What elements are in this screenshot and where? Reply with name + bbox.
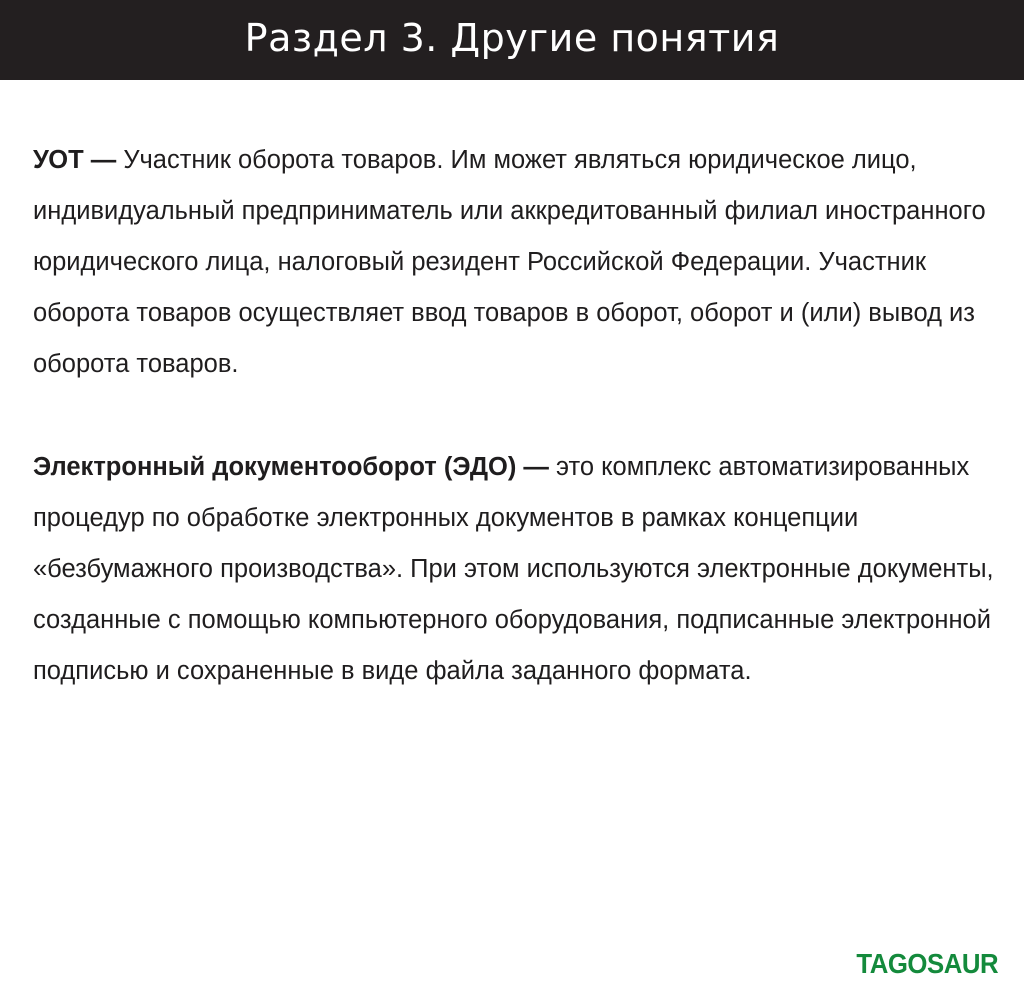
definition-text: Участник оборота товаров. Им может являться юридическое лицо, индивидуальный предприниматель или аккредитованный филиал иностранного юридического лица, налоговый резидент Российской Федерации. Участник оборота товаров осуществляет ввод товаров в оборот, оборот и (или) вывод из оборота товаров. xyxy=(33,146,986,378)
header-bar xyxy=(0,0,1024,80)
definition-edo xyxy=(33,442,1008,697)
definition-term: Электронный документооборот (ЭДО) — xyxy=(33,453,549,481)
page-title: Раздел 3. Другие понятия xyxy=(244,16,780,60)
definition-uot xyxy=(33,135,1008,390)
definitions-content xyxy=(33,135,1008,697)
brand-logo: TAGOSAUR xyxy=(856,948,998,979)
definition-term: УОТ — xyxy=(33,146,117,174)
definition-text: это комплекс автоматизированных процедур по обработке электронных документов в рамках концепции «безбумажного производства». При этом используются электронные документы, созданные с помощью компьютерного оборудования, подписанные электронной подписью и сохраненные в виде файла заданного формата. xyxy=(33,453,994,685)
